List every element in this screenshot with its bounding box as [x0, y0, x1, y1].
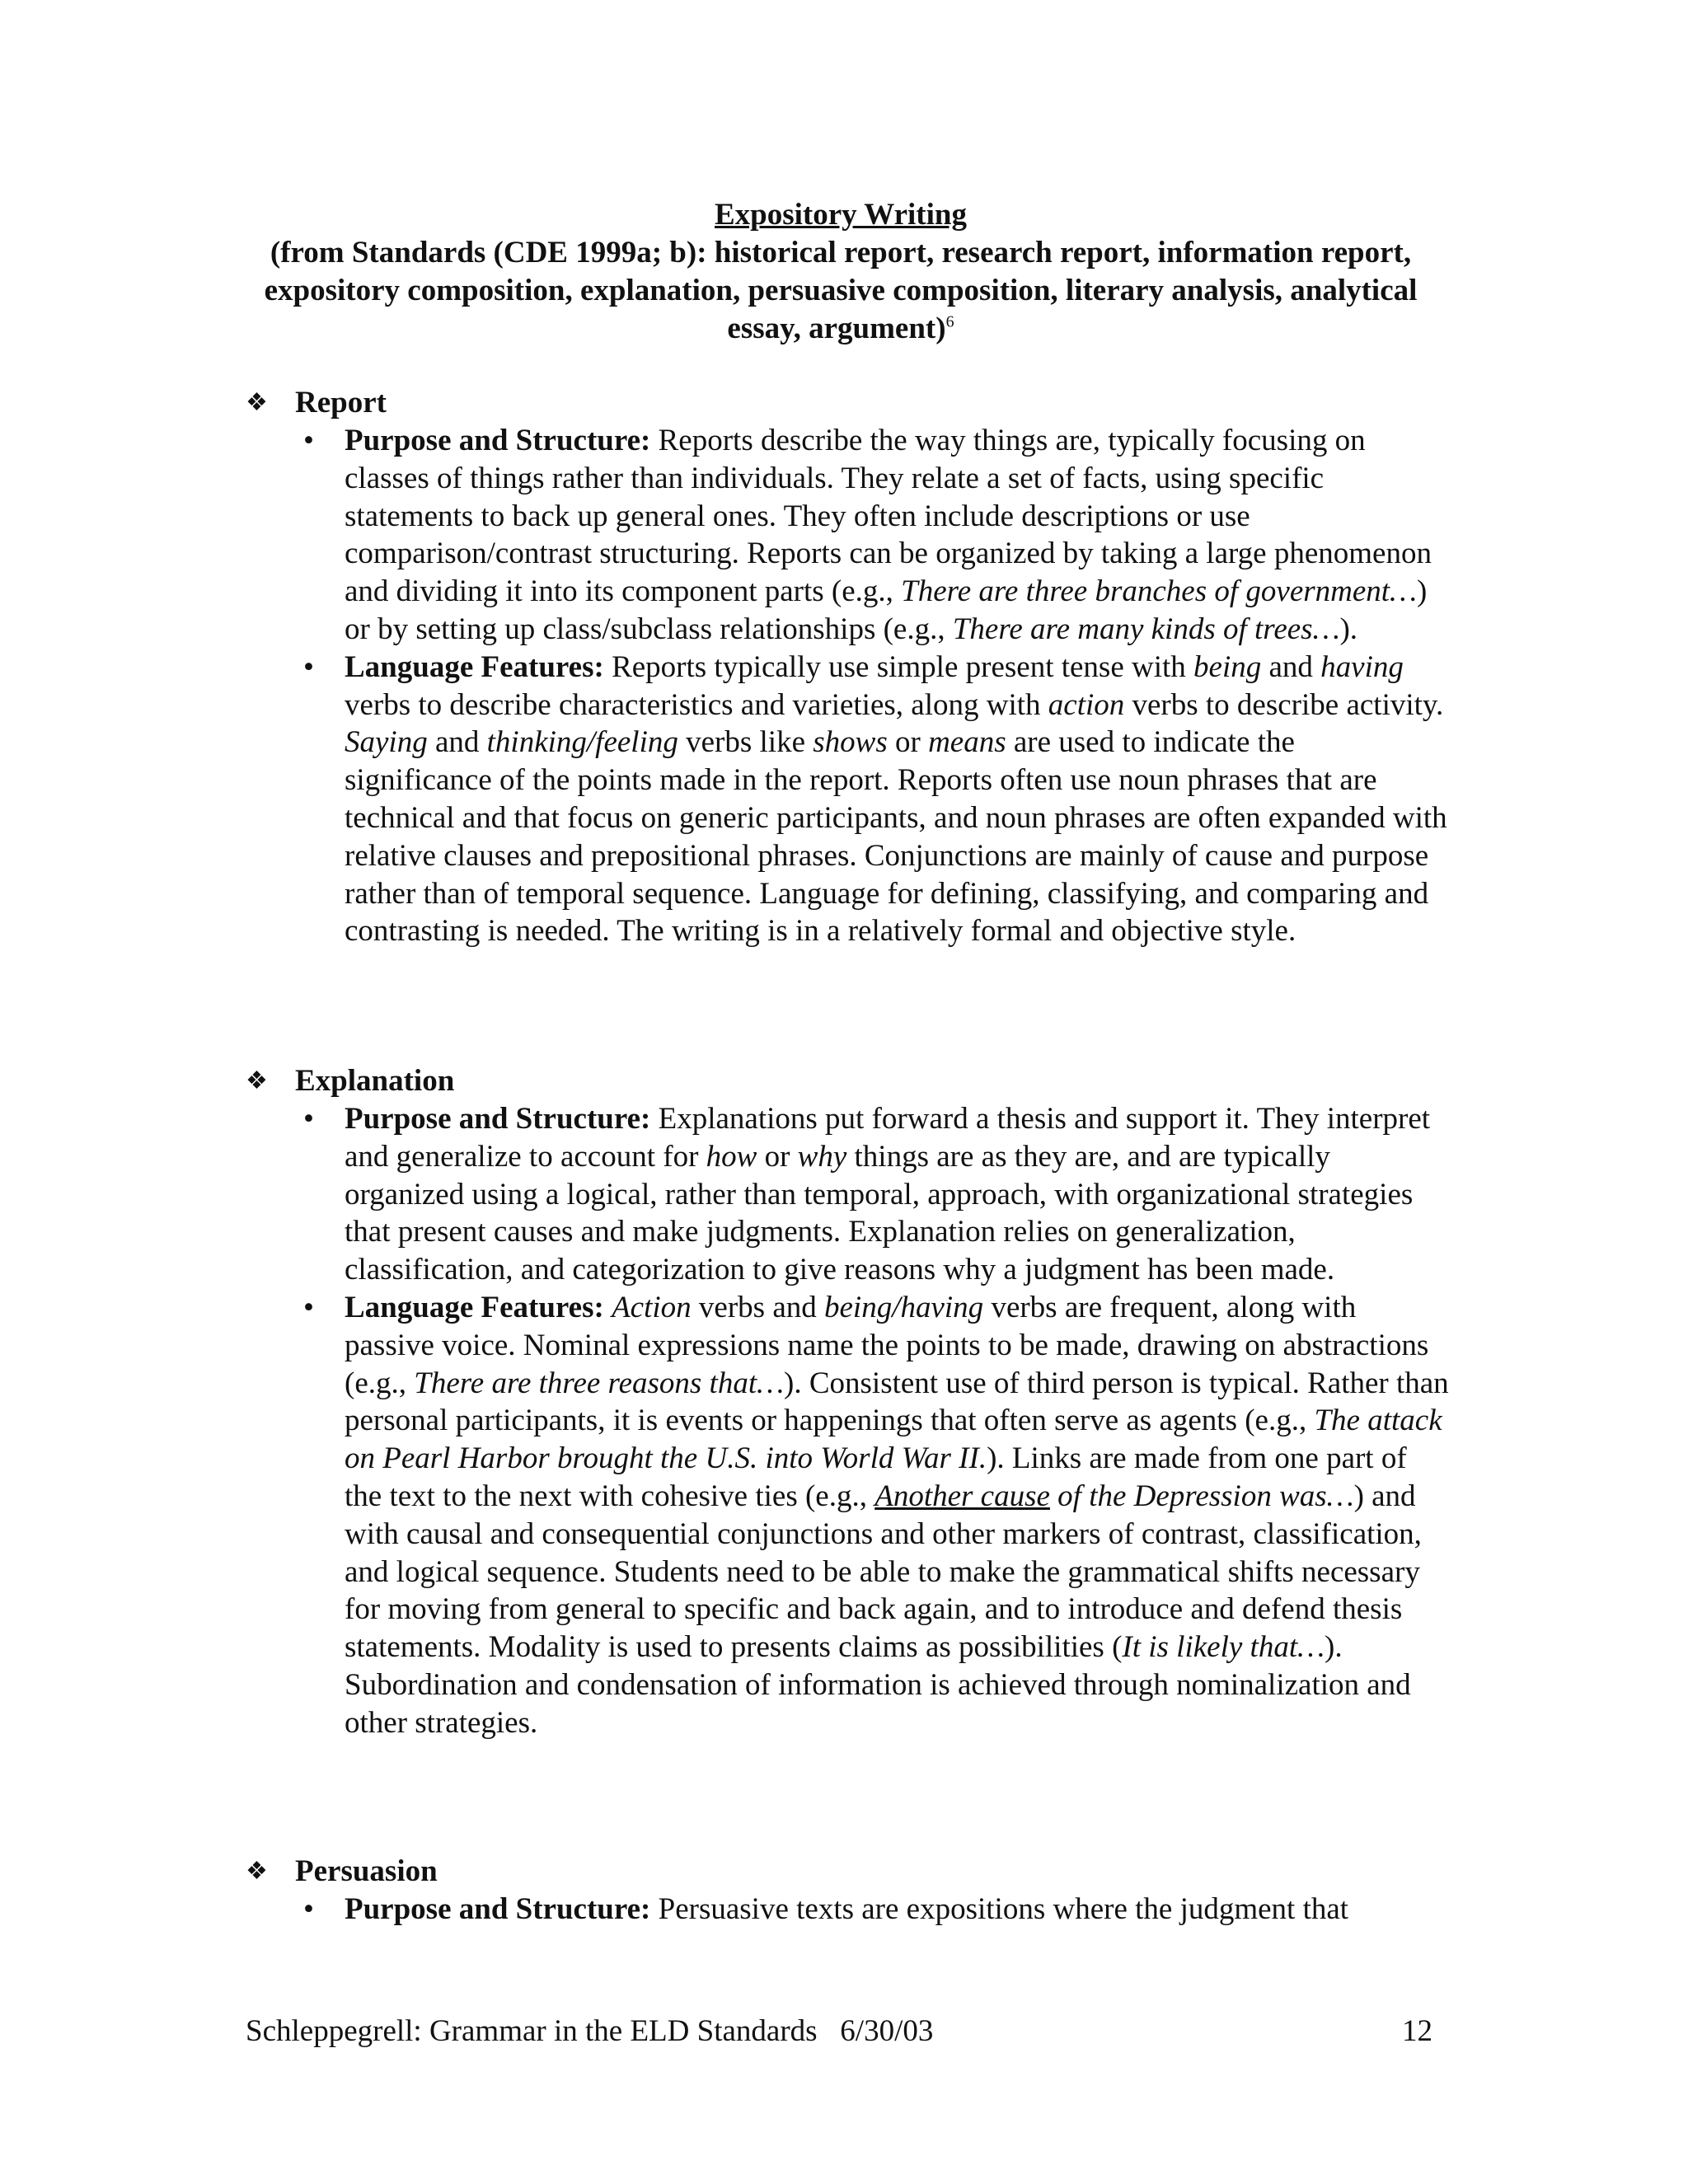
- section-report: [246, 384, 1447, 950]
- text-run: ) or by setting up class/subclass relationships (e.g.,: [345, 574, 1428, 646]
- text-run: It is likely that…: [1122, 1630, 1325, 1665]
- bullet-icon: •: [303, 1102, 314, 1136]
- bullet-icon: •: [303, 1290, 314, 1324]
- text-run: how: [706, 1139, 757, 1174]
- section-heading: ❖ Report: [246, 384, 1432, 422]
- text-run: action: [1048, 687, 1125, 722]
- text-run: ). Links are made from one part of the text to the next with cohesive ties (e.g.,: [345, 1441, 1407, 1513]
- text-run: There are three branches of government…: [901, 574, 1417, 609]
- text-run: verbs to describe activity.: [1124, 687, 1444, 722]
- text-run: or: [757, 1139, 798, 1174]
- text-run: of the Depression was…: [1049, 1479, 1354, 1513]
- text-run: shows: [813, 725, 888, 760]
- text-run: thinking/feeling: [486, 725, 678, 760]
- item-body: [345, 1291, 1449, 1740]
- text-run: verbs to describe characteristics and varieties, along with: [345, 687, 1048, 722]
- text-run: Reports describe the way things are, typically focusing on classes of things rather than individuals. They relate a set of facts, using specific statements to back up general ones. They often include descriptions or use comparison/contrast structuring. Reports can be organized by taking a large phenomenon and dividing it into its component parts (e.g.,: [345, 424, 1432, 609]
- text-run: Explanations put forward a thesis and support it. They interpret and generalize to account for: [345, 1102, 1431, 1174]
- item-label: Language Features:: [345, 649, 604, 684]
- list-item: [303, 1289, 1449, 1742]
- text-run: ).: [1339, 612, 1358, 646]
- text-run: things are as they are, and are typically organized using a logical, rather than temporal, approach, with organizational strategies that present causes and make judgments. Explanation relies on generalization, classification, and categorization to give reasons why a judgment has been made.: [345, 1139, 1414, 1287]
- text-run: being/having: [824, 1290, 984, 1324]
- text-run: having: [1320, 649, 1404, 684]
- page-subtitle: (from Standards (CDE 1999a; b): historical report, research report, information report, expository composition, explanation, persuasive composition, literary analysis, analytical essay, argument)$^6$: [264, 236, 1418, 345]
- item-label: Purpose and Structure:: [345, 1892, 651, 1926]
- list-item: [303, 649, 1449, 950]
- section-persuasion: [246, 1853, 1432, 1929]
- diamond-bullet-icon: ❖: [246, 1067, 268, 1094]
- text-run: and: [427, 725, 487, 760]
- text-run: being: [1193, 649, 1262, 684]
- bullet-icon: •: [303, 424, 314, 457]
- bullet-icon: •: [303, 649, 314, 684]
- text-run: Reports typically use simple present tense with: [603, 649, 1194, 684]
- text-run: ) and with causal and consequential conjunctions and other markers of contrast, classification, and logical sequence. Students need to be able to make the grammatical shifts necessary for moving from general to specific and back again, and to introduce and defend thesis statements. Modality is used to presents claims as possibilities (: [345, 1479, 1422, 1665]
- item-body: [650, 1892, 1348, 1926]
- section-heading: ❖ Explanation: [246, 1062, 1432, 1100]
- footer-citation: Schleppegrell: Grammar in the ELD Standards 6/30/03: [246, 2014, 934, 2048]
- text-run: means: [928, 725, 1006, 760]
- diamond-bullet-icon: ❖: [246, 389, 268, 416]
- list-item: [303, 422, 1449, 649]
- text-run: or: [887, 725, 929, 760]
- text-run: There are many kinds of trees…: [952, 612, 1340, 646]
- item-label: Language Features:: [345, 1290, 604, 1324]
- bullet-icon: •: [303, 1892, 314, 1926]
- text-run: verbs like: [678, 725, 814, 760]
- text-run: verbs are frequent, along with passive voice. Nominal expressions name the points to be made, drawing on abstractions (e.g.,: [345, 1290, 1429, 1400]
- text-run: ). Subordination and condensation of information is achieved through nominalization and other strategies.: [345, 1630, 1411, 1740]
- text-run: Saying: [345, 725, 428, 760]
- section-explanation: [246, 1062, 1449, 1742]
- text-run: There are three reasons that…: [414, 1366, 785, 1400]
- footnote-reference: 6: [945, 312, 954, 331]
- page-number: 12: [1402, 2014, 1432, 2048]
- text-run: why: [797, 1139, 847, 1174]
- document-header: [247, 196, 1434, 348]
- bullet-list: [246, 1891, 1432, 1929]
- bullet-list: [246, 1100, 1449, 1742]
- text-run: ). Consistent use of third person is typical. Rather than personal participants, it is events or happenings that often serve as agents (e.g.,: [345, 1366, 1449, 1438]
- item-label: Purpose and Structure:: [345, 424, 651, 457]
- item-body: [345, 650, 1447, 949]
- page-title: Expository Writing: [715, 198, 967, 232]
- section-heading: ❖ Persuasion: [246, 1853, 1432, 1891]
- text-run: and: [1261, 649, 1321, 684]
- list-item: [303, 1100, 1449, 1289]
- diamond-bullet-icon: ❖: [246, 1858, 268, 1885]
- text-run: Persuasive texts are expositions where the judgment that: [650, 1892, 1349, 1926]
- text-run: verbs and: [691, 1290, 824, 1324]
- bullet-list: [246, 422, 1447, 950]
- text-run: are used to indicate the significance of the points made in the report. Reports often use noun phrases that are technical and that focus on generic participants, and noun phrases are often expanded with relative clauses and prepositional phrases. Conjunctions are mainly of cause and purpose rather than of temporal sequence. Language for defining, classifying, and comparing and contrasting is needed. The writing is in a relatively formal and objective style.: [345, 725, 1447, 949]
- text-run: [604, 1291, 612, 1324]
- list-item: [303, 1891, 1449, 1929]
- text-run: Action: [612, 1290, 692, 1324]
- text-run: The attack on Pearl Harbor brought the U.S. into World War II.: [345, 1404, 1442, 1476]
- text-run: Another cause: [874, 1479, 1050, 1513]
- item-label: Purpose and Structure:: [345, 1102, 651, 1136]
